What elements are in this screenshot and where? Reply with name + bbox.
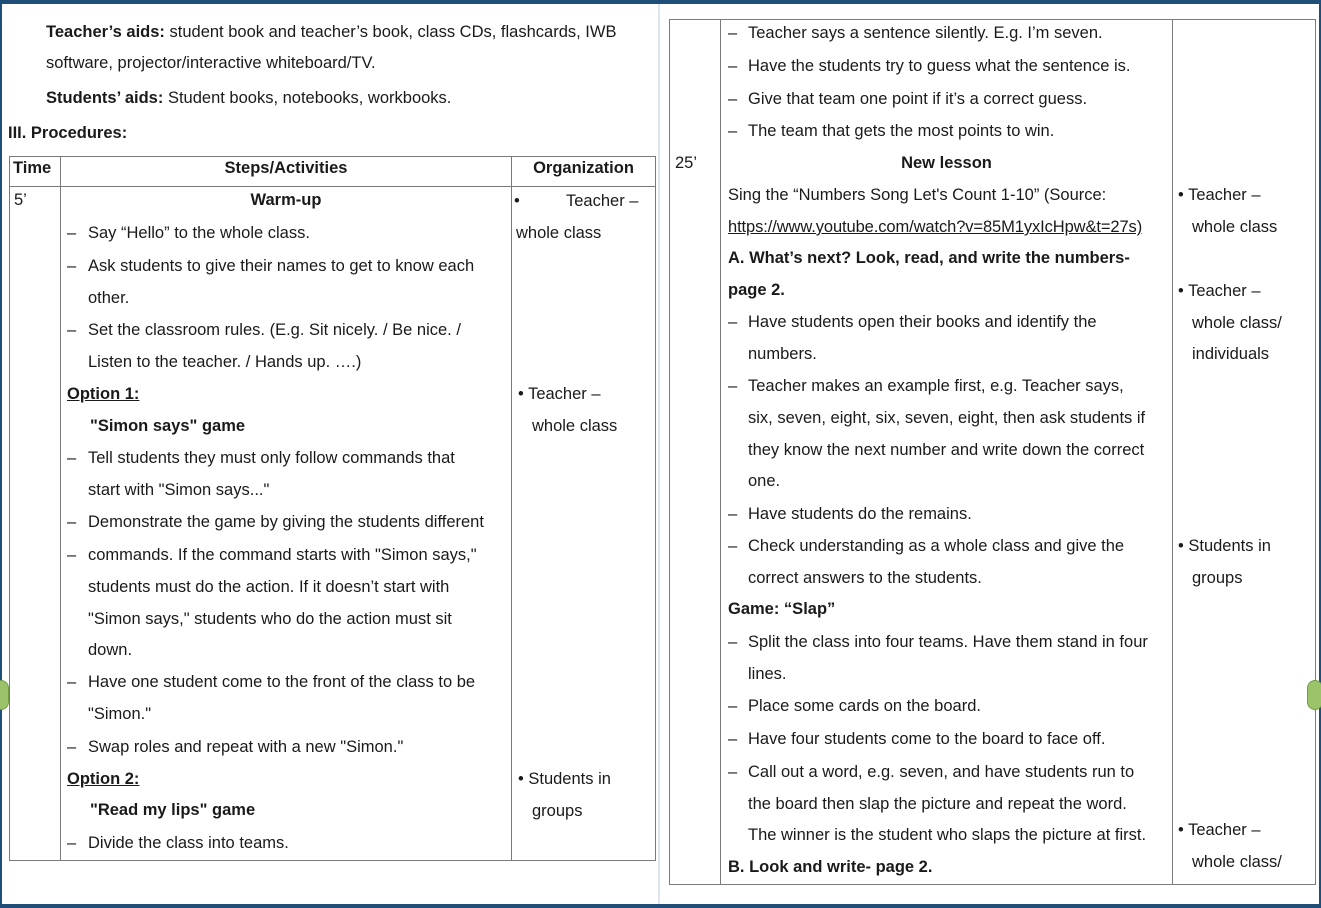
teachers-aids [46,22,616,42]
dash: – [67,546,77,564]
header-organization: Organization [533,159,634,177]
org-option1-line1: • Teacher – [518,385,601,403]
list-item: Teacher says a sentence silently. E.g. I’m seven. [748,24,1103,42]
org-section-a-line2: whole class/ [1192,314,1282,332]
table-col-divider-1 [720,19,721,885]
list-item-cont: The winner is the student who slaps the picture at first. [748,826,1147,844]
teachers-aids-text-2: software, projector/interactive whiteboard/TV. [46,54,376,72]
org-warmup-line2: whole class [516,224,602,242]
dash: – [728,697,738,715]
table-col-divider-1 [60,156,61,861]
list-item: commands. If the command starts with "Simon says," [88,546,477,564]
list-item: Demonstrate the game by giving the students different [88,513,484,531]
teachers-aids-text: student book and teacher’s book, class CDs, flashcards, IWB [169,23,617,41]
teachers-aids-label: Teacher’s aids: [46,23,165,41]
list-item: Have one student come to the front of the class to be [88,673,476,691]
list-item: Swap roles and repeat with a new "Simon." [88,738,404,756]
new-lesson-heading: New lesson [901,154,992,172]
dash: – [67,513,77,531]
list-item: Have four students come to the board to face off. [748,730,1106,748]
table-left-border [9,156,10,861]
org-option2-line2: groups [532,802,583,820]
list-item: Have the students try to guess what the sentence is. [748,57,1131,75]
dash: – [67,224,77,242]
org-option2-line1: • Students in [518,770,611,788]
list-item-cont: one. [748,472,781,490]
list-item-cont: students must do the action. If it doesn’t start with [88,578,450,596]
dash: – [67,257,77,275]
section-a-heading-cont: page 2. [728,281,785,299]
dash: – [728,57,738,75]
dash: – [67,449,77,467]
list-item-cont: lines. [748,665,787,683]
org-section-a-line1: • Teacher – [1178,282,1261,300]
section-b-heading: B. Look and write- page 2. [728,858,933,876]
org-slap-line2: whole class/ [1192,853,1282,871]
dash: – [728,122,738,140]
dash: – [728,505,738,523]
game-slap-heading: Game: “Slap” [728,600,836,618]
viewer-bottom-border [0,904,1321,908]
list-item: Call out a word, e.g. seven, and have students run to [748,763,1135,781]
list-item-cont: down. [88,641,133,659]
procedures-heading: III. Procedures: [8,124,128,142]
list-item: Have students open their books and identify the [748,313,1097,331]
list-item: Ask students to give their names to get to know each [88,257,475,275]
table-right-border [1315,19,1316,885]
list-item: Check understanding as a whole class and give the [748,537,1125,555]
option-2-heading: Option 2: [67,770,140,788]
dash: – [67,673,77,691]
list-item-cont: numbers. [748,345,817,363]
table-bottom-border [669,884,1316,885]
list-item: Set the classroom rules. (E.g. Sit nicely. / Be nice. / [88,321,461,339]
next-page-handle[interactable] [1307,680,1321,710]
list-item: Place some cards on the board. [748,697,981,715]
list-item: Tell students they must only follow commands that [88,449,455,467]
table-top-border [669,19,1316,20]
org-new-lesson-line1: • Teacher – [1178,186,1261,204]
list-item-cont: start with "Simon says..." [88,481,270,499]
list-item: Divide the class into teams. [88,834,289,852]
dash: – [67,738,77,756]
option-1-heading: Option 1: [67,385,140,403]
right-page [660,4,1319,904]
org-section-a-line3: individuals [1192,345,1270,363]
students-aids [46,88,451,108]
dash: – [728,24,738,42]
list-item-cont: correct answers to the students. [748,569,982,587]
list-item: Teacher makes an example first, e.g. Teacher says, [748,377,1124,395]
org-slap-line1: • Teacher – [1178,821,1261,839]
section-a-heading: A. What’s next? Look, read, and write the numbers- [728,249,1130,267]
read-my-lips-title: "Read my lips" game [90,801,256,819]
dash: – [728,730,738,748]
list-item-cont: "Simon." [88,705,152,723]
dash: – [728,313,738,331]
list-item-cont: Listen to the teacher. / Hands up. ….) [88,353,362,371]
list-item-cont: the board then slap the picture and repeat the word. [748,795,1127,813]
dash: – [728,537,738,555]
sing-song-line: Sing the “Numbers Song Let's Count 1-10” (Source: [728,186,1107,204]
list-item: Split the class into four teams. Have them stand in four [748,633,1148,651]
list-item-cont: they know the next number and write down the correct [748,441,1145,459]
list-item: Say “Hello” to the whole class. [88,224,310,242]
warmup-heading: Warm-up [250,191,322,209]
org-check-line1: • Students in [1178,537,1271,555]
dash: – [728,763,738,781]
time-new-lesson: 25’ [675,154,698,172]
students-aids-text: Student books, notebooks, workbooks. [167,89,452,107]
table-col-divider-2 [1172,19,1173,885]
list-item: Give that team one point if it’s a correct guess. [748,90,1088,108]
dash: – [67,834,77,852]
table-right-border [655,156,656,861]
list-item-cont: other. [88,289,130,307]
time-warmup: 5’ [14,191,27,209]
dash: – [728,377,738,395]
table-top-border [9,156,656,157]
org-warmup-line1: Teacher – [566,192,639,210]
header-steps: Steps/Activities [224,159,348,177]
list-item-cont: six, seven, eight, six, seven, eight, then ask students if [748,409,1146,427]
list-item: Have students do the remains. [748,505,972,523]
left-page [2,4,658,904]
table-bottom-border [9,860,656,861]
dash: – [67,321,77,339]
youtube-link[interactable]: https://www.youtube.com/watch?v=85M1yxIcHpw&t=27s) [728,218,1143,236]
students-aids-label: Students’ aids: [46,89,164,107]
org-new-lesson-line2: whole class [1192,218,1278,236]
table-header-border [9,186,656,187]
simon-says-title: "Simon says" game [90,417,246,435]
org-option1-line2: whole class [532,417,618,435]
previous-page-handle[interactable] [0,680,9,710]
org-check-line2: groups [1192,569,1243,587]
list-item: The team that gets the most points to win. [748,122,1055,140]
table-col-divider-2 [511,156,512,861]
org-bullet: • [514,192,520,210]
dash: – [728,90,738,108]
list-item-cont: "Simon says," students who do the action must sit [88,610,452,628]
header-time: Time [13,159,52,177]
table-left-border [669,19,670,885]
dash: – [728,633,738,651]
